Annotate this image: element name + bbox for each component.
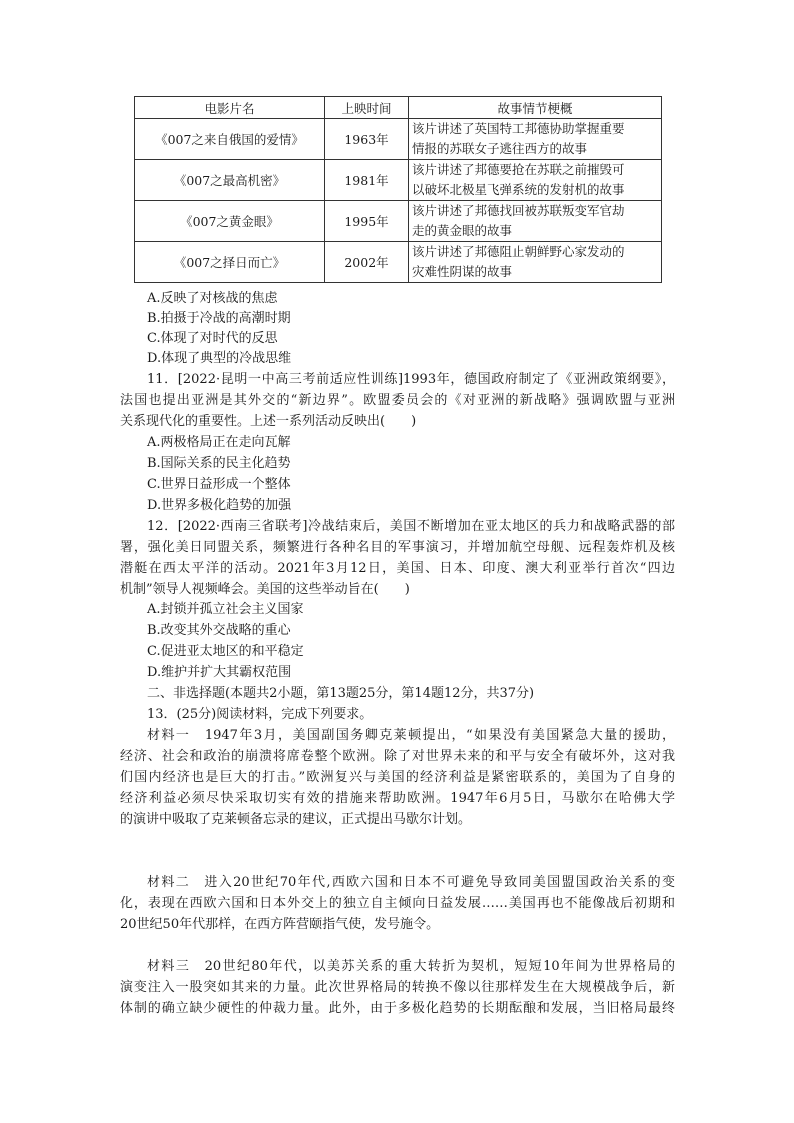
q12-option-d: D.维护并扩大其霸权范围 [147, 665, 292, 680]
table-row [135, 201, 662, 242]
header-release-time: 上映时间 [325, 97, 409, 119]
table-header-row [135, 97, 662, 119]
header-plot-summary: 故事情节梗概 [409, 97, 662, 119]
release-year: 1963年 [325, 119, 409, 160]
plot-summary [409, 242, 662, 283]
plot-line: 走的黄金眼的故事 [412, 223, 513, 238]
plot-line: 情报的苏联女子逃往西方的故事 [412, 141, 588, 156]
plot-line: 该片讲述了邦德找回被苏联叛变军官劫 [412, 203, 625, 218]
material1-line: 们国内经济也是巨大的打击。”欧洲复兴与美国的经济利益是紧密联系的，美国为了自身的 [120, 770, 675, 785]
plot-summary [409, 119, 662, 160]
plot-summary [409, 160, 662, 201]
q12-option-c: C.促进亚太地区的和平稳定 [147, 644, 304, 659]
section-heading: 二、非选择题(本题共2小题，第13题25分，第14题12分，共37分) [147, 686, 535, 701]
material3-line: 体制的确立缺少硬性的仲裁力量。此外，由于多极化趋势的长期酝酿和发展，当旧格局最终 [120, 1001, 675, 1016]
release-year: 2002年 [325, 242, 409, 283]
film-title: 《007之来自俄国的爱情》 [135, 119, 325, 160]
plot-line: 该片讲述了邦德要抢在苏联之前摧毁可 [412, 162, 625, 177]
material2-line: 20世纪50年代那样，在西方阵营颐指气使，发号施令。 [120, 917, 440, 932]
material1-line: 经济、社会和政治的崩溃将席卷整个欧洲。除了对世界未来的和平与安全有破坏外，这对我 [120, 749, 675, 764]
q12-stem-line: 潜艇在西太平洋的活动。2021年3月12日，美国、日本、印度、澳大利亚举行首次“四边 [120, 561, 675, 576]
q12-stem-line: 署，强化美日同盟关系，频繁进行各种名目的军事演习，并增加航空母舰、远程轰炸机及核 [120, 540, 675, 555]
plot-line: 该片讲述了邦德阻止朝鲜野心家发动的 [412, 244, 625, 259]
material1-line: 材料一 1947年3月，美国副国务卿克莱顿提出，“如果没有美国紧急大量的援助， [147, 728, 675, 743]
table-row [135, 119, 662, 160]
q12-option-a: A.封锁并孤立社会主义国家 [147, 602, 304, 617]
release-year: 1995年 [325, 201, 409, 242]
material3-line: 材料三 20世纪80年代，以美苏关系的重大转折为契机，短短10年间为世界格局的 [147, 959, 675, 974]
plot-line: 以破坏北极星飞弹系统的发射机的故事 [412, 182, 625, 197]
q10-option-c: C.体现了对时代的反思 [147, 331, 278, 346]
q13-intro: 13．(25分)阅读材料，完成下列要求。 [147, 707, 373, 722]
table-row [135, 242, 662, 283]
plot-line: 该片讲述了英国特工邦德协助掌握重要 [412, 121, 625, 136]
material3-line: 演变注入一股突如其来的力量。此次世界格局的转换不像以往那样发生在大规模战争后，新 [120, 980, 675, 995]
material1-line: 的演讲中吸取了克莱顿备忘录的建议，正式提出马歇尔计划。 [120, 812, 472, 827]
film-title: 《007之最高机密》 [135, 160, 325, 201]
plot-line: 灾难性阴谋的故事 [412, 264, 513, 279]
material1-line: 经济利益必须尽快采取切实有效的措施来帮助欧洲。1947年6月5日，马歇尔在哈佛大学 [120, 791, 675, 806]
q11-stem-line: 法国也提出亚洲是其外交的“新边界”。欧盟委员会的《对亚洲的新战略》强调欧盟与亚洲 [120, 393, 675, 408]
release-year: 1981年 [325, 160, 409, 201]
q11-stem-line: 11．[2022·昆明一中高三考前适应性训练]1993年，德国政府制定了《亚洲政策纲要》， [147, 372, 675, 387]
film-title: 《007之黄金眼》 [135, 201, 325, 242]
header-film-title: 电影片名 [135, 97, 325, 119]
film-table [134, 96, 662, 283]
q11-stem-line: 关系现代化的重要性。上述一系列活动反映出( ) [120, 414, 417, 429]
q11-option-d: D.世界多极化趋势的加强 [147, 498, 292, 513]
q12-option-b: B.改变其外交战略的重心 [147, 623, 291, 638]
q11-option-c: C.世界日益形成一个整体 [147, 477, 291, 492]
q11-option-a: A.两极格局正在走向瓦解 [147, 435, 291, 450]
material2-line: 化，表现在西欧六国和日本外交上的独立自主倾向日益发展……美国再也不能像战后初期和 [120, 896, 675, 911]
q12-stem-line: 12．[2022·西南三省联考]冷战结束后，美国不断增加在亚太地区的兵力和战略武器的部 [147, 519, 675, 534]
q12-stem-line: 机制”领导人视频峰会。美国的这些举动旨在( ) [120, 582, 410, 597]
plot-summary [409, 201, 662, 242]
q11-option-b: B.国际关系的民主化趋势 [147, 456, 291, 471]
film-title: 《007之择日而亡》 [135, 242, 325, 283]
table-row [135, 160, 662, 201]
q10-option-d: D.体现了典型的冷战思维 [147, 351, 292, 366]
q10-option-b: B.拍摄于冷战的高潮时期 [147, 311, 291, 326]
material2-line: 材料二 进入20世纪70年代,西欧六国和日本不可避免导致同美国盟国政治关系的变 [147, 875, 675, 890]
q10-option-a: A.反映了对核战的焦虑 [147, 291, 278, 306]
